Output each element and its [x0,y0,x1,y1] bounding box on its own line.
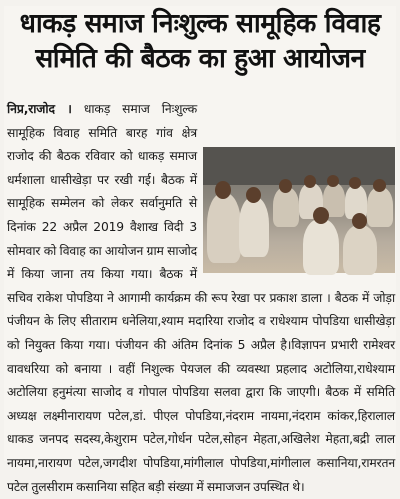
photo-wall [203,147,395,185]
attendee-head [373,179,386,192]
attendee-head [246,187,261,203]
attendee-figure [303,219,339,275]
article-text: धाकड़ समाज निःशुल्क सामूहिक विवाह समिति बारह गांव क्षेत्र राजोद की बैठक रविवार को धाकड़ समाज धर्मशाला धासीखेड़ा पर रखी गई। बैठक में सामूहिक सम्मेलन को लेकर सर्वानुमति से दिनांक 22 अप्रैल 2019 वैशाख विदी 3 सोमवार को विवाह का आयोजन ग्राम साजोद में किया जाना तय किया गया। बैठक में सचिव राकेश पोपडिया ने आगामी कार्यक्रम की रूप रेखा पर प्रकाश डाला । बैठक में जोड़ा पंजीयन के लिए सीताराम धनेलिया,श्याम मदारिया राजोद व राधेश्याम पोपडिया धासीखेड़ा को नियुक्त किया गया। पंजीयन की अंतिम दिनांक 5 अप्रैल है।विज्ञापन प्रभारी रामेश्वर वावधरिया को बनाया । वहीं निशुल्क पेयजल की व्यवस्था प्रहलाद अटोलिया,राधेश्याम अटोलिया हनुमंत्या साजोद व गोपाल पोपडिया सलवा द्वारा कि जाएगी। बैठक में समिति अध्यक्ष लक्ष्मीनारायण पटेल,डां. पीएल पोपडिया,नंदराम नायमा,नंदराम कांकर,हिरालाल धाकड जनपद सदस्य,केशुराम पटेल,गोर्धन पटेल,सोहन मेहता,अखिलेश मेहता,बद्री लाल नायमा,नारायण पटेल,जगदीश पोपडिया,मांगीलाल पोपडिया,मांगीलाल कसानिया,रामरतन पटेल तुलसीराम कसानिया सहित बड़ी संख्या में समाजजन उपस्थित थे। [7,102,395,494]
attendee-figure [239,197,269,257]
attendee-head [215,181,231,199]
attendee-figure [273,187,299,227]
attendee-head [279,179,292,193]
attendee-figure [343,225,377,275]
headline-line-2: समिति की बैठक का हुआ आयोजन [35,43,365,74]
meeting-photo [203,147,395,273]
attendee-head [352,213,367,229]
newspaper-clipping [4,6,396,494]
attendee-head [327,175,339,187]
headline [10,6,390,76]
attendee-head [304,175,316,188]
attendee-figure [207,193,241,263]
attendee-figure [367,187,393,227]
headline-line-1: धाकड़ समाज निःशुल्क सामूहिक विवाह [19,8,381,39]
dateline: निप्र,राजोद । [7,102,72,116]
attendee-head [313,207,329,224]
attendee-head [349,177,361,189]
article-body [7,98,395,499]
